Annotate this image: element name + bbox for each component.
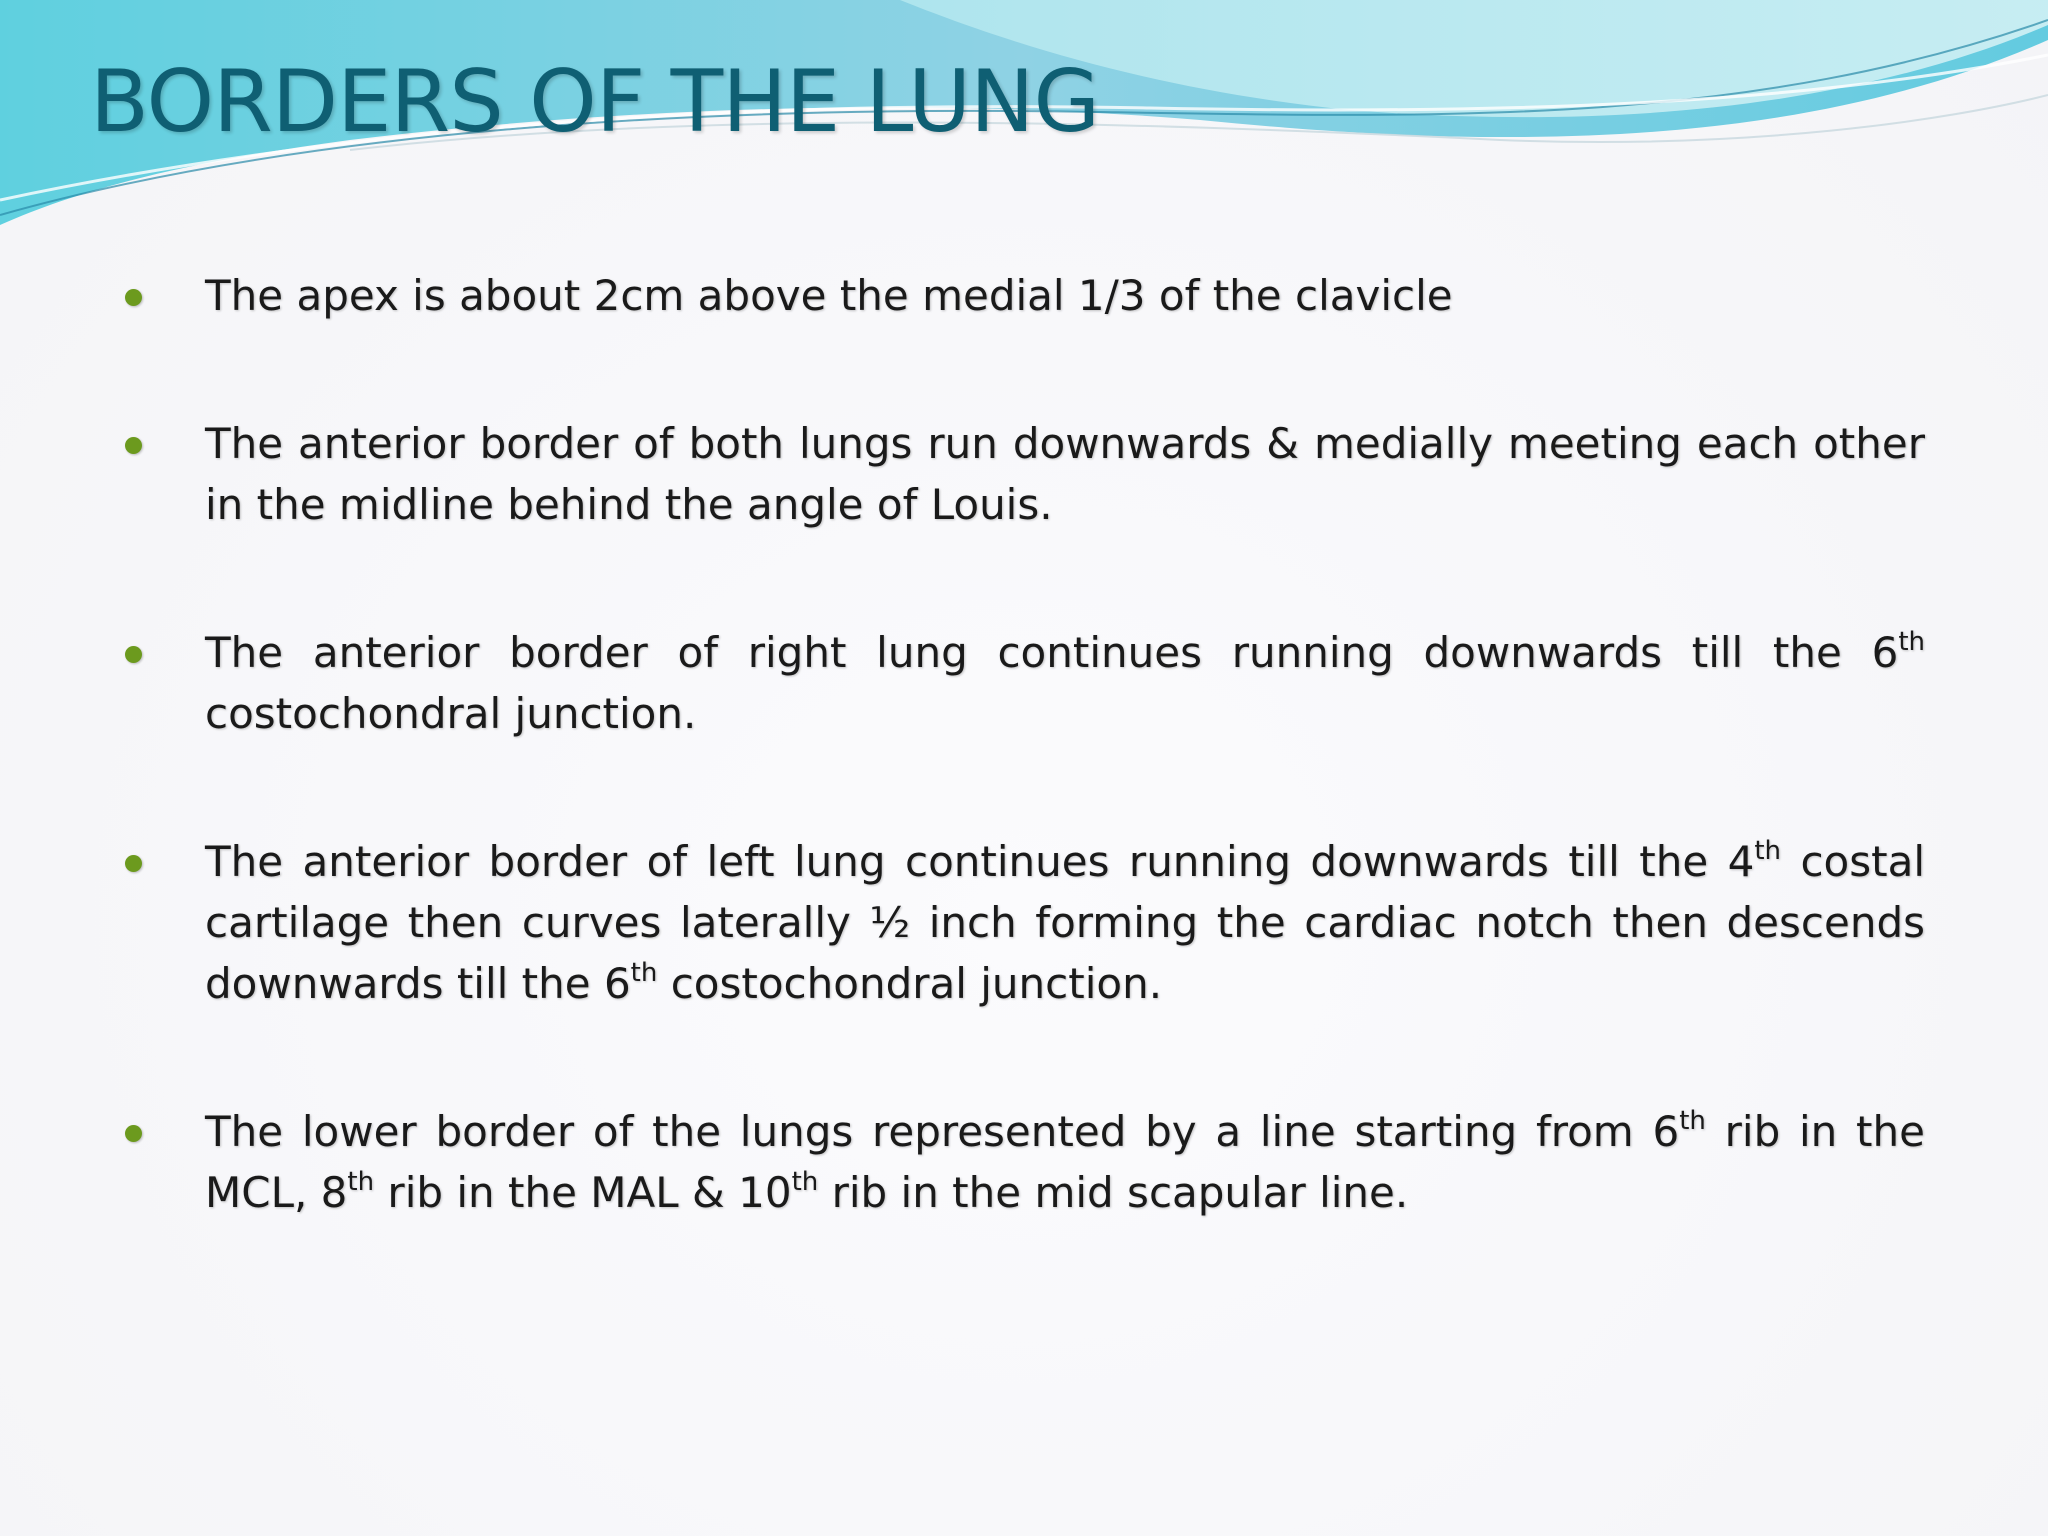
bullet-dot-icon <box>125 289 142 306</box>
bullet-text: costal cartilage then curves laterally ½ inch forming the cardiac notch then descends downwards till the 6 <box>205 837 1925 1008</box>
bullet-text: The apex is about 2cm above the medial 1/3 of the clavicle <box>205 271 1453 320</box>
bullet-text: costochondral junction. <box>205 689 697 738</box>
bullet-item <box>120 265 1925 326</box>
bullet-text: rib in the mid scapular line. <box>818 1168 1409 1217</box>
slide-title: BORDERS OF THE LUNG <box>90 52 1100 152</box>
ordinal-suffix: th <box>791 1167 819 1197</box>
bullet-dot-icon <box>125 437 142 454</box>
bullet-list <box>120 265 1925 1223</box>
bullet-item <box>120 413 1925 535</box>
ordinal-suffix: th <box>1898 627 1925 657</box>
ordinal-suffix: th <box>630 958 658 988</box>
bullet-text: rib in the MCL, 8 <box>205 1107 1925 1217</box>
bullet-dot-icon <box>125 1125 142 1142</box>
bullet-text: rib in the MAL & 10 <box>374 1168 792 1217</box>
bullet-text: The anterior border of left lung continues running downwards till the 4 <box>205 837 1755 886</box>
bullet-dot-icon <box>125 646 142 663</box>
bullet-text: The lower border of the lungs represented by a line starting from 6 <box>205 1107 1680 1156</box>
ordinal-suffix: th <box>1754 836 1782 866</box>
bullet-item <box>120 622 1925 744</box>
bullet-dot-icon <box>125 855 142 872</box>
bullet-text: The anterior border of right lung continues running downwards till the 6 <box>205 628 1899 677</box>
bullet-item <box>120 831 1925 1014</box>
ordinal-suffix: th <box>347 1167 375 1197</box>
ordinal-suffix: th <box>1679 1106 1706 1136</box>
bullet-item <box>120 1101 1925 1223</box>
bullet-text: The anterior border of both lungs run downwards & medially meeting each other in the midline behind the angle of Louis. <box>205 419 1925 529</box>
bullet-text: costochondral junction. <box>657 959 1163 1008</box>
